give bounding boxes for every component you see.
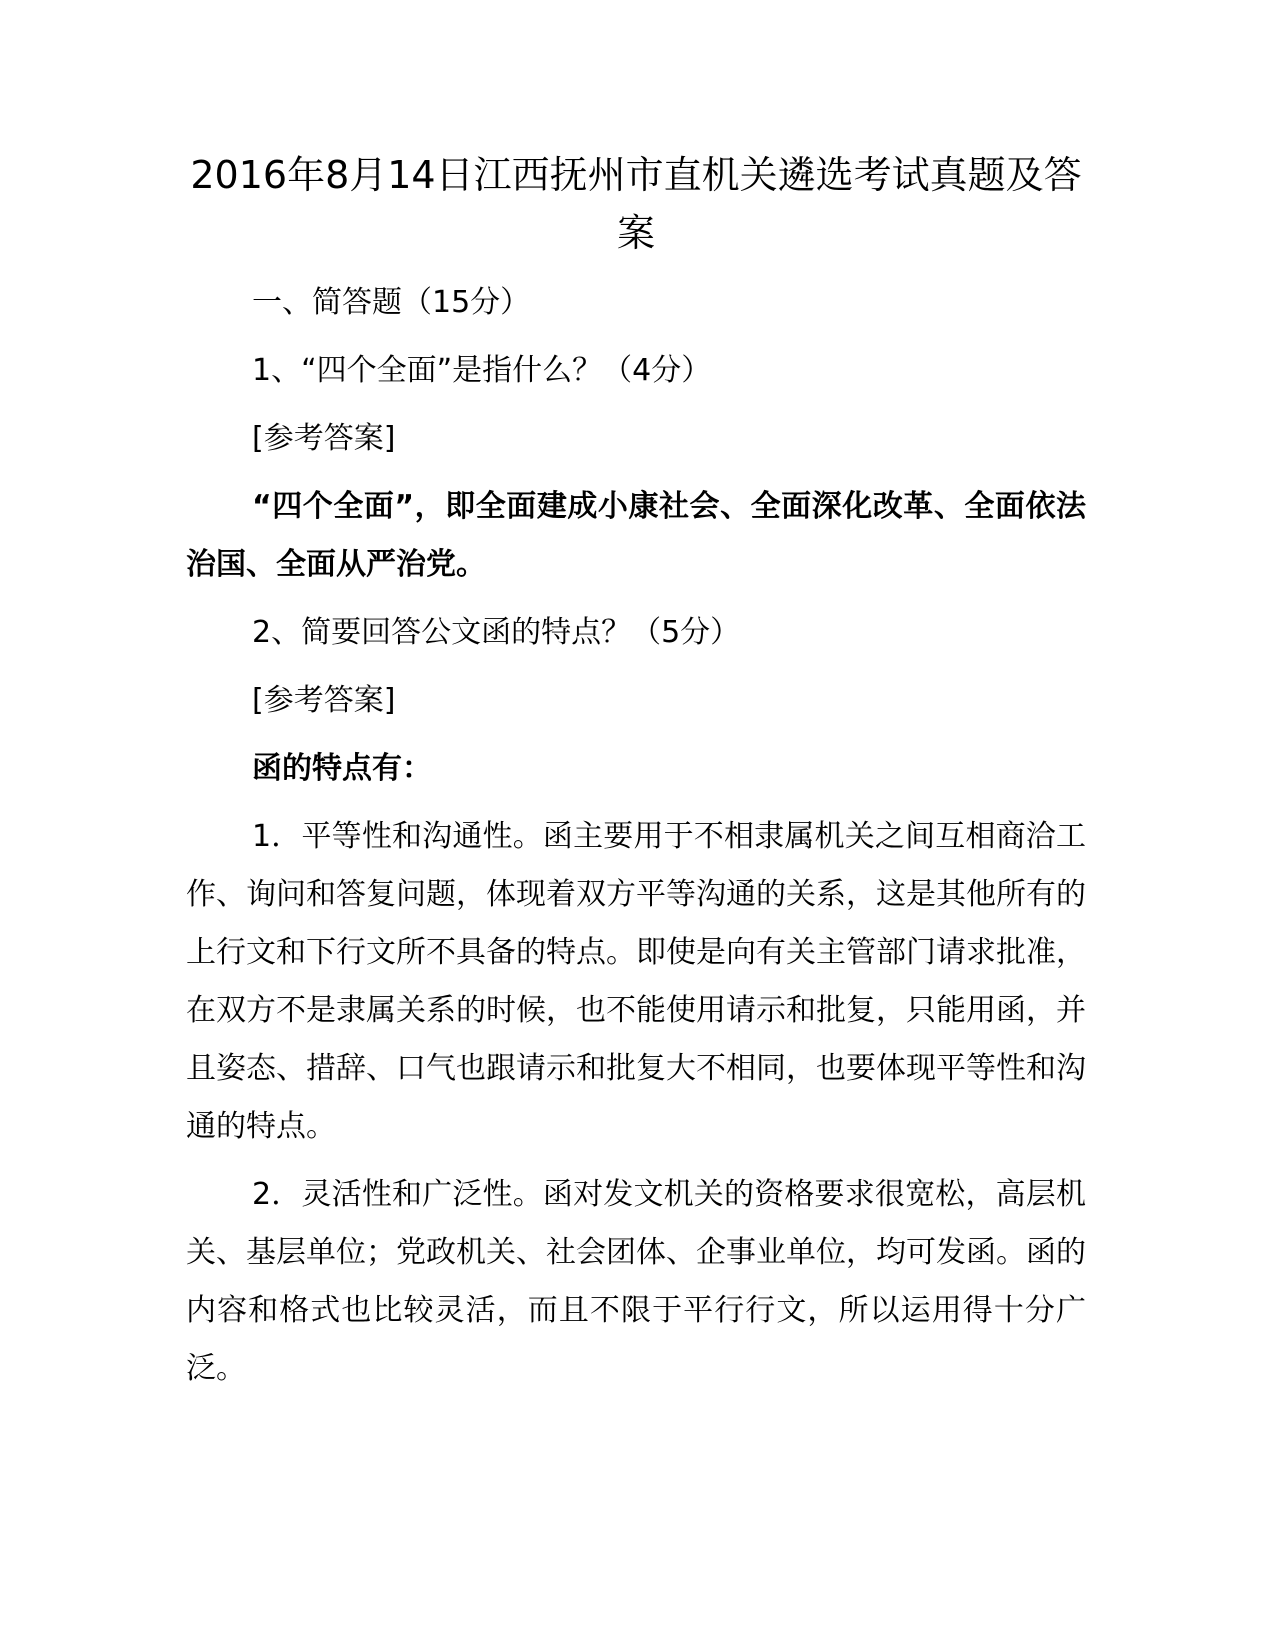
answer-2-point-2: 2．灵活性和广泛性。函对发文机关的资格要求很宽松，高层机关、基层单位；党政机关、社会团体、企事业单位，均可发函。函的内容和格式也比较灵活，而且不限于平行行文，所以运用得十分广泛。 [186,1177,1086,1386]
reference-answer-label-1: [参考答案] [252,421,396,456]
answer-2-point-1: 1．平等性和沟通性。函主要用于不相隶属机关之间互相商洽工作、询问和答复问题，体现着双方平等沟通的关系，这是其他所有的上行文和下行文所不具备的特点。即使是向有关主管部门请求批准，在双方不是隶属关系的时候，也不能使用请示和批复，只能用函，并且姿态、措辞、口气也跟请示和批复大不相同，也要体现平等性和沟通的特点。 [186,819,1086,1144]
section-heading-short-answer: 一、简答题（15分） [252,285,531,320]
document-title: 2016年8月14日江西抚州市直机关遴选考试真题及答案 [190,153,1082,255]
answer-1: “四个全面”，即全面建成小康社会、全面深化改革、全面依法治国、全面从严治党。 [186,489,1086,582]
answer-2-intro: 函的特点有： [252,751,432,786]
question-2: 2、简要回答公文函的特点？（5分） [252,615,741,650]
document-page [186,146,1086,1398]
reference-answer-label-2: [参考答案] [252,683,396,718]
question-1: 1、“四个全面”是指什么？（4分） [252,353,712,388]
